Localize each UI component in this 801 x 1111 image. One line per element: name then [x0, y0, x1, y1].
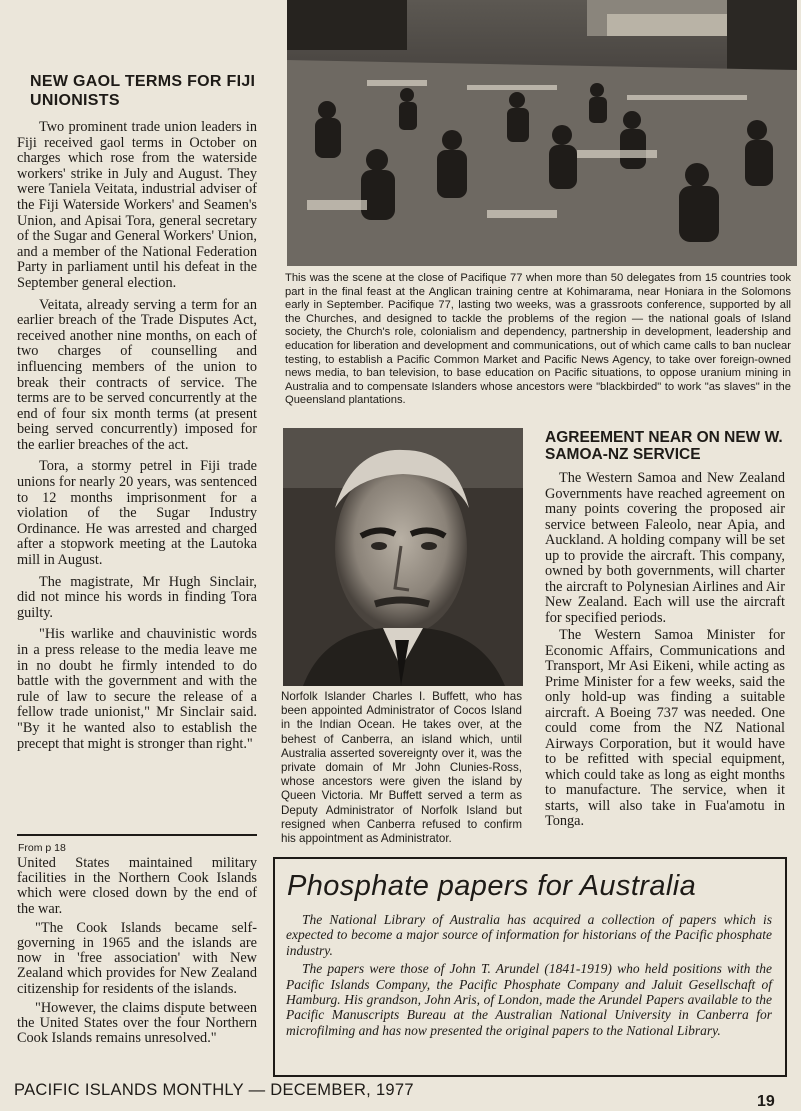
feast-photo [287, 0, 797, 266]
continued-body [17, 856, 257, 1050]
paragraph: The magistrate, Mr Hugh Sinclair, did not mince his words in finding Tora guilty. [17, 573, 257, 621]
portrait-caption: Norfolk Islander Charles I. Buffett, who has been appointed Administrator of Cocos Island in the Indian Ocean. He takes over, at the behest of Canberra, an island which, until Australia asserted sovereignty over it, was the private domain of Mr John Clunies-Ross, whose ancestors were given the island by Queen Victoria. Mr Buffett served a term as Deputy Administrator of Norfolk Island but resigned when Canberra refused to confirm his appointment as Administrator. [281, 690, 522, 846]
photo-caption: This was the scene at the close of Pacifique 77 when more than 50 delegates from 15 countries took part in the final feast at the Anglican training centre at Kohimarama, near Honiara in the Solomons early in September. Pacifique 77, lasting two weeks, was a grassroots conference, supported by all the Churches, and designed to tackle the problems of the region — the national goals of Island society, the Church's role, colonialism and dependency, partnership in development, leadership and education for liberation and development and communications, out of which came calls to ban nuclear testing, to establish a Pacific Common Market and Pacific News Agency, to take over foreign-owned news media, to ban television, to base education on Pacific situations, to oppose uranium mining in Australia and to compensate Islanders whose ancestors were "blackbirded" to work "as slaves" in the Queensland plantations. [285, 272, 791, 407]
paragraph: United States maintained military facilities in the Northern Cook Islands which were closed down by the end of the war. [17, 855, 257, 917]
paragraph: Two prominent trade union leaders in Fiji received gaol terms in October on charges which rose from the waterside workers' strike in July and August. They were Taniela Veitata, industrial adviser of the Fiji Waterside Workers' and Seamen's Union, and Apisai Tora, general secretary of the Sugar and General Workers' Union, and a member of the National Federation Party in parliament until his defeat in the September general election. [17, 119, 257, 291]
paragraph: "The Cook Islands became self-governing in 1965 and the islands are now in 'free association' with New Zealand which provides for New Zealand citizenship for residents of the islands. [17, 919, 257, 997]
page-number: 19 [757, 1093, 775, 1110]
headline-samoa: AGREEMENT NEAR ON NEW W. SAMOA-NZ SERVICE [545, 429, 783, 463]
section-divider [17, 834, 257, 836]
box-title: Phosphate papers for Australia [287, 870, 697, 902]
paragraph: The Western Samoa and New Zealand Governments have reached agreement on many points covering the proposed air service between Faleolo, near Apia, and Auckland. A holding company will be set up to provide the aircraft. This company, owned by both governments, will charter the aircraft to Polynesian Airlines and Air New Zealand. Each will use the aircraft for specified periods. [545, 470, 785, 626]
paragraph: "However, the claims dispute between the United States over the four Northern Cook Islands remains unresolved." [17, 999, 257, 1047]
box-body [286, 912, 772, 1041]
article-samoa-body [545, 471, 785, 832]
portrait-photo [283, 428, 523, 686]
paragraph: "His warlike and chauvinistic words in a press release to the media leave me in no doubt he firmly intended to do battle with the government and with the rule of law to secure the release of a fellow trade unionist," Mr Sinclair said. "By it he wanted also to establish the precept that might is stronger than right." [17, 626, 257, 752]
headline-fiji: NEW GAOL TERMS FOR FIJI UNIONISTS [30, 73, 256, 109]
continued-label: From p 18 [18, 842, 66, 854]
paragraph: The National Library of Australia has acquired a collection of papers which is expected to become a major source of information for historians of the Pacific phosphate industry. [286, 912, 772, 958]
paragraph: The papers were those of John T. Arundel (1841-1919) who held positions with the Pacific Islands Company, the Pacific Phosphate Company and Jaluit Gesellschaft of Hamburg. His grandson, John Aris, of London, made the Arundel Papers available to the Pacific Manuscripts Bureau at the Australian National University in Canberra for microfilming and has now presented the original papers to the National Library. [286, 961, 772, 1038]
paragraph: Veitata, already serving a term for an earlier breach of the Trade Disputes Act, received another nine months, on each of two charges of counselling and influencing members of the union to break their contracts of service. The terms are to be served concurrently at the end of four six month terms (at present being served concurrently) imposed for the earlier breaches of the act. [17, 296, 257, 453]
paragraph: Tora, a stormy petrel in Fiji trade unions for nearly 20 years, was sentenced to 12 months imprisonment for a violation of the Sugar Industry Ordinance. He was arrested and charged after a stopwork meeting at the Lautoka mill in August. [17, 458, 257, 569]
paragraph: The Western Samoa Minister for Economic Affairs, Communications and Transport, Mr Asi Eikeni, while acting as Prime Minister for a few weeks, said the only hold-up was finding a suitable aircraft. A Boeing 737 was needed. One could come from the NZ National Airways Corporation, but it would have to be refitted with special equipment, which could take as long as eight months to manufacture. The service, when it starts, will also take in Fua'amotu in Tonga. [545, 627, 785, 829]
article-fiji-body [17, 120, 257, 758]
publication-footer: PACIFIC ISLANDS MONTHLY — DECEMBER, 1977 [14, 1081, 414, 1099]
